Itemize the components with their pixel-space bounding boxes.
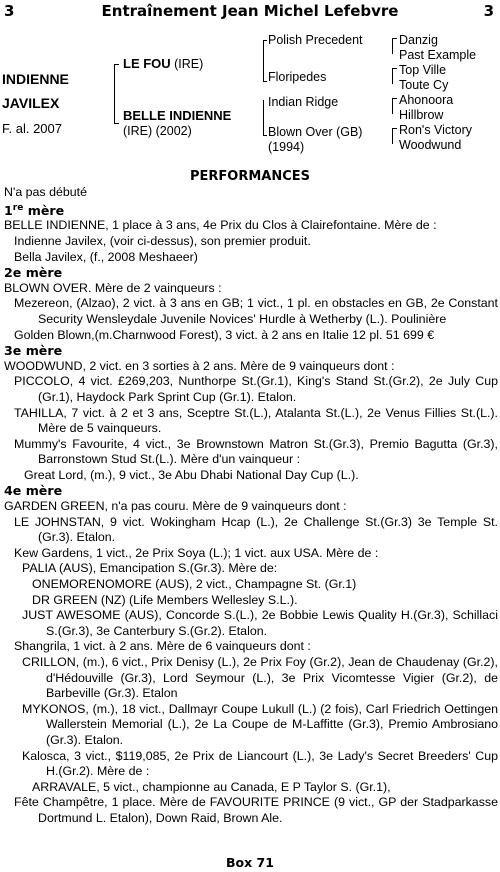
sire-sire: Polish Precedent [268, 33, 363, 47]
dam-sire: Indian Ridge [268, 95, 339, 109]
ancestor-ddd: Woodwund [399, 138, 462, 152]
page-title: Entraînement Jean Michel Lefebvre [101, 2, 399, 20]
dam-name: BELLE INDIENNE [123, 108, 232, 123]
ancestor-sss: Danzig [399, 33, 438, 47]
sire: LE FOU (IRE) [123, 56, 204, 71]
horse-info: F. al. 2007 [2, 121, 62, 136]
dam-heading-1: 1re mère [4, 202, 65, 218]
text-line: Mezereon, (Alzao), 2 vict. à 3 ans en GB; 1 vict., 1 pl. en obstacles en GB, 2e Constant Security Wensleydale Juvenile Novices' Hurdle à Wetherby (L.). Poulinière [14, 296, 498, 326]
dam-heading-2: 2e mère [4, 265, 63, 281]
text-line: Kalosca, 3 vict., $119,085, 2e Prix de Liancourt (L.), 3e Lady's Secret Breeders' Cup H.(Gr.2). Mère de : [22, 748, 498, 779]
horse-name-line2: JAVILEX [2, 95, 60, 111]
page-footer: Box 71 [226, 855, 274, 870]
ancestor-sdd: Toute Cy [399, 78, 449, 92]
text-line: Great Lord, (m.), 9 vict., 3e Abu Dhabi National Day Cup (L.). [24, 467, 359, 482]
text-line: PALIA (AUS), Emancipation S.(Gr.3). Mère de: [22, 561, 278, 576]
text-line: Indienne Javilex, (voir ci-dessus), son premier produit. [14, 233, 311, 248]
text-line: Bella Javilex, (f., 2008 Meshaeer) [14, 249, 198, 264]
text-line: JUST AWESOME (AUS), Concorde S.(L.), 2e Bobbie Lewis Quality H.(Gr.3), Schillaci S.(Gr.3), 3e Canterbury S.(Gr.2). Etalon. [22, 608, 498, 638]
ancestor-sds: Top Ville [399, 63, 447, 77]
dam-dam-year: (1994) [268, 140, 305, 154]
text-line: Kew Gardens, 1 vict., 2e Prix Soya (L.); 1 vict. aux USA. Mère de : [14, 545, 379, 560]
text-line: N'a pas débuté [4, 185, 87, 199]
text-line: Shangrila, 1 vict. à 2 ans. Mère de 6 vainqueurs dont : [14, 639, 311, 654]
ancestor-ssd: Past Example [399, 48, 477, 62]
ancestor-dss: Ahonoora [399, 93, 454, 107]
dam-heading-4: 4e mère [4, 483, 63, 499]
text-line: ARRAVALE, 5 vict., championne au Canada, E P Taylor S. (Gr.1), [32, 779, 391, 794]
text-line: ONEMORENOMORE (AUS), 2 vict., Champagne St. (Gr.1) [32, 577, 357, 592]
text-line: GARDEN GREEN, n'a pas couru. Mère de 9 vainqueurs dont : [4, 499, 347, 514]
text-line: TAHILLA, 7 vict. à 2 et 3 ans, Sceptre St.(L.), Atalanta St.(L.), 2e Venus Fillies St.(L.). Mère de 5 vainqueurs. [14, 405, 498, 436]
text-line: BLOWN OVER. Mère de 2 vainqueurs : [4, 280, 222, 295]
text-line: PICCOLO, 4 vict. £269,203, Nunthorpe St.(Gr.1), King's Stand St.(Gr.2), 2e July Cup (Gr.1), Haydock Park Sprint Cup (Gr.1). Etalon. [14, 374, 498, 404]
dam-suffix: (IRE) (2002) [123, 124, 192, 138]
dam-dam: Blown Over (GB) [268, 125, 363, 139]
pedigree-table [0, 0, 500, 165]
horse-name-line1: INDIENNE [2, 71, 69, 87]
dam-heading-3: 3e mère [4, 343, 63, 359]
text-line: Fête Champêtre, 1 place. Mère de FAVOURITE PRINCE (9 vict., GP der Stadparkasse Dortmund L. Etalon), Down Raid, Brown Ale. [14, 795, 498, 825]
page-number-right: 3 [483, 2, 494, 20]
text-line: MYKONOS, (m.), 18 vict., Dallmayr Coupe Lukull (L.) (2 fois), Carl Friedrich Oettingen Wallerstein Memorial (L.), 2e La Coupe de M-Laffitte (Gr.3), Premio Ambrosiano (Gr.3). Etalon. [22, 701, 498, 747]
ancestor-dds: Ron's Victory [399, 123, 473, 137]
sire-dam: Floripedes [268, 70, 327, 84]
text-line: CRILLON, (m.), 6 vict., Prix Denisy (L.), 2e Prix Foy (Gr.2), Jean de Chaudenay (Gr.2), d'Hédouville (Gr.3), Lord Seymour (L.), 3e Prix Vicomtesse Vigier (Gr.2), de Barbeville (Gr.3). Etalon [22, 655, 498, 701]
performance-text [4, 185, 498, 827]
text-line: WOODWUND, 2 vict. en 3 sorties à 2 ans. Mère de 9 vainqueurs dont : [4, 358, 395, 373]
text-line: Golden Blown,(m.Charnwood Forest), 3 vict. à 2 ans en Italie 12 pl. 51 699 € [14, 327, 435, 342]
text-line: LE JOHNSTAN, 9 vict. Wokingham Hcap (L.), 2e Challenge St.(Gr.3) 3e Temple St.(Gr.3). Etalon. [14, 514, 498, 545]
ancestor-dsd: Hillbrow [399, 108, 444, 122]
text-line: BELLE INDIENNE, 1 place à 3 ans, 4e Prix du Clos à Clairefontaine. Mère de : [4, 218, 437, 233]
page-number-left: 3 [4, 2, 15, 20]
text-line: Mummy's Favourite, 4 vict., 3e Brownstown Matron St.(Gr.3), Premio Bagutta (Gr.3), Barronstown Stud St.(L.). Mère d'un vainqueur : [14, 436, 498, 467]
text-line: DR GREEN (NZ) (Life Members Wellesley S.L.). [32, 592, 298, 607]
performances-title: PERFORMANCES [189, 169, 311, 184]
